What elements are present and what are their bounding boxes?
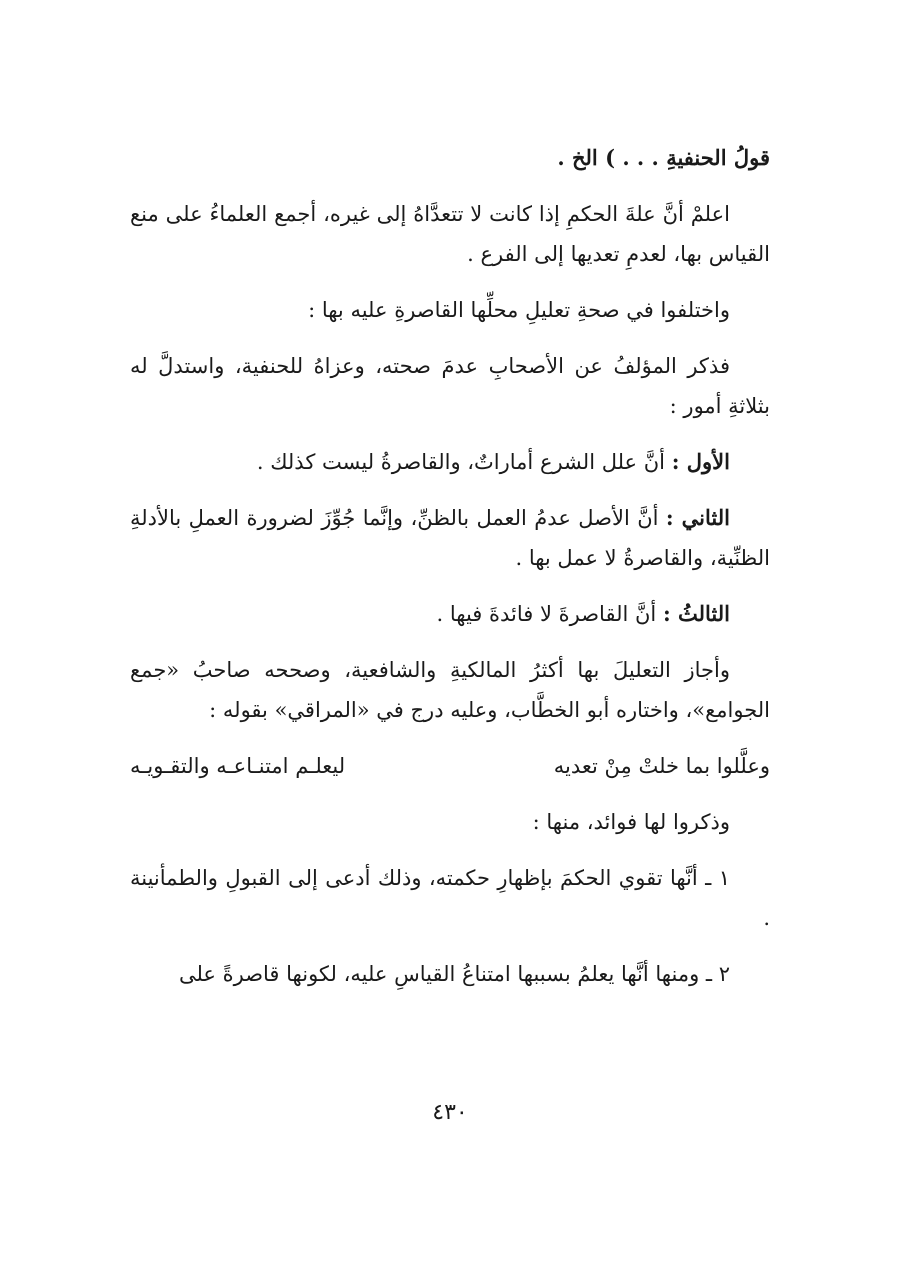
paragraph-8: وذكروا لها فوائد، منها : (532, 810, 730, 834)
quote-heading (130, 138, 770, 178)
numbered-item-2: ٢ ـ ومنها أنَّها يعلمُ بسببها امتناعُ القياسِ عليه، لكونها قاصرةً على (178, 962, 730, 986)
point-first-label: الأول : (671, 449, 730, 474)
point-first-text: أنَّ علل الشرع أماراتٌ، والقاصرةُ ليست كذلك . (256, 450, 666, 474)
paragraph-2: واختلفوا في صحةِ تعليلِ محلِّها القاصرةِ عليه بها : (308, 298, 730, 322)
paragraph-3: فذكر المؤلفُ عن الأصحابِ عدمَ صحته، وعزاهُ للحنفية، واستدلَّ له بثلاثةِ أمور : (130, 354, 770, 418)
poetry-verse (130, 746, 770, 786)
point-third-text: أنَّ القاصرةَ لا فائدةَ فيها . (436, 602, 657, 626)
quote-label: قولُ الحنفيةِ (666, 145, 770, 170)
point-first (130, 442, 770, 482)
point-third (130, 594, 770, 634)
verse-second-hemistich: ليعلـم امتنـاعـه والتقـويـه (130, 754, 346, 778)
point-third-label: الثالثُ : (662, 601, 730, 626)
paragraph-7: وأجاز التعليلَ بها أكثرُ المالكيةِ والشافعية، وصححه صاحبُ «جمع الجوامع»، واختاره أبو الخطَّاب، وعليه درج في «المراقي» بقوله : (130, 658, 770, 722)
point-second-text: أنَّ الأصل عدمُ العمل بالظنِّ، وإنَّما جُوِّزَ لضرورة العملِ بالأدلةِ الظنِّية، والقاصرةُ لا عمل بها . (130, 506, 770, 570)
page-body (130, 138, 770, 1010)
paragraph-1: اعلمْ أنَّ علةَ الحكمِ إذا كانت لا تتعدَّاهُ إلى غيره، أجمع العلماءُ على منع القياس بها، لعدمِ تعديها إلى الفرع . (130, 202, 770, 266)
point-second (130, 498, 770, 578)
quote-rest: . . . ) الخ . (557, 145, 659, 170)
point-second-label: الثاني : (665, 505, 730, 530)
numbered-item-1: ١ ـ أنَّها تقوي الحكمَ بإظهارِ حكمته، وذلك أدعى إلى القبولِ والطمأنينة . (130, 866, 770, 930)
verse-first-hemistich: وعلَّلوا بما خلتْ مِنْ تعديه (553, 754, 770, 778)
page-number: ٤٣٠ (432, 1100, 468, 1125)
